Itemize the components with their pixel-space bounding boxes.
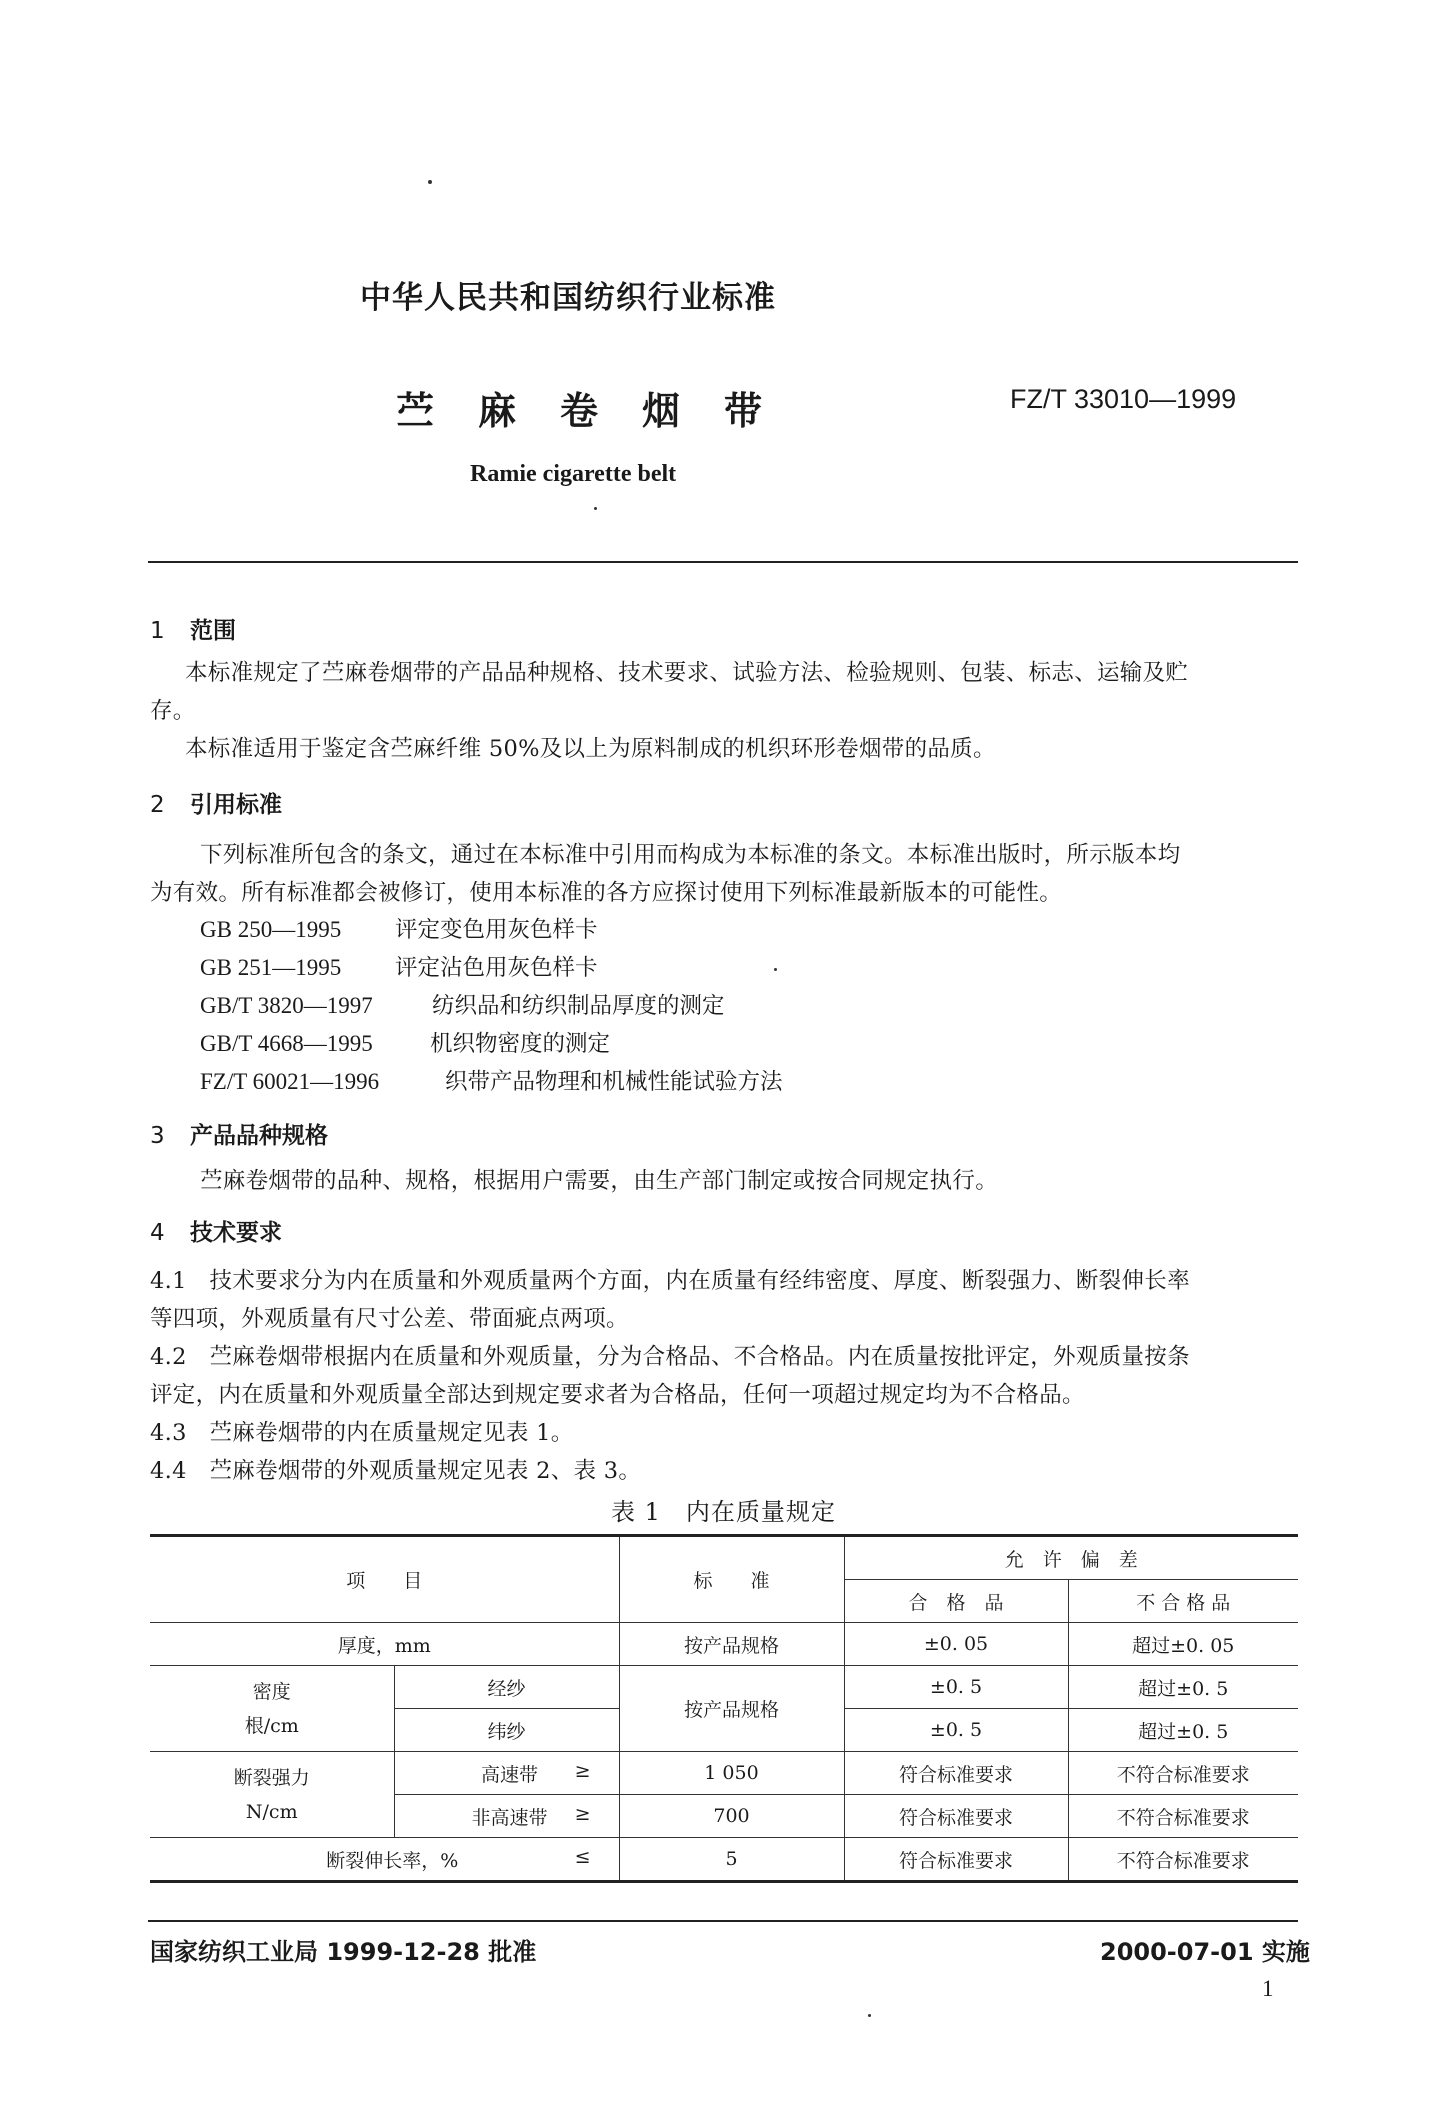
reference-item: FZ/T 60021—1996 织带产品物理和机械性能试验方法 [200, 1069, 783, 1095]
cell: ±0. 05 [844, 1623, 1068, 1666]
scan-speck [774, 968, 777, 971]
cell: 按产品规格 [619, 1623, 844, 1666]
reference-item: GB 251—1995 评定沾色用灰色样卡 [200, 955, 598, 981]
header-rule [148, 561, 1298, 563]
reference-item: GB/T 3820—1997 纺织品和纺织制品厚度的测定 [200, 993, 725, 1019]
cell: 5 [619, 1838, 844, 1882]
section-3-heading: 3 产品品种规格 [150, 1123, 328, 1149]
scan-speck [594, 507, 597, 510]
clause-4-4: 4.4 苎麻卷烟带的外观质量规定见表 2、表 3。 [150, 1458, 642, 1484]
table-row [150, 1838, 1298, 1882]
table-row [150, 1666, 1298, 1709]
clause-4-1: 4.1 技术要求分为内在质量和外观质量两个方面，内在质量有经纬密度、厚度、断裂强力、断裂伸长率 [150, 1268, 1190, 1294]
row-label: 密度 根/cm [150, 1666, 394, 1752]
header-standard: 标 准 [619, 1536, 844, 1623]
table-row [150, 1623, 1298, 1666]
reference-item: GB 250—1995 评定变色用灰色样卡 [200, 917, 598, 943]
cell: 不符合标准要求 [1068, 1795, 1298, 1838]
effective-date: 2000-07-01 实施 [1100, 1938, 1310, 1966]
paragraph: 本标准适用于鉴定含苎麻纤维 50%及以上为原料制成的机织环形卷烟带的品质。 [185, 736, 996, 762]
clause-4-2-cont: 评定，内在质量和外观质量全部达到规定要求者为合格品，任何一项超过规定均为不合格品。 [150, 1382, 1085, 1408]
clause-4-3: 4.3 苎麻卷烟带的内在质量规定见表 1。 [150, 1420, 574, 1446]
paragraph: 苎麻卷烟带的品种、规格，根据用户需要，由生产部门制定或按合同规定执行。 [200, 1168, 999, 1194]
row-label: 厚度，mm [150, 1623, 619, 1666]
paragraph: 本标准规定了苎麻卷烟带的产品品种规格、技术要求、试验方法、检验规则、包装、标志、运输及贮 [185, 660, 1189, 686]
cell: 超过±0. 05 [1068, 1623, 1298, 1666]
reference-item: GB/T 4668—1995 机织物密度的测定 [200, 1031, 611, 1057]
paragraph: 为有效。所有标准都会被修订，使用本标准的各方应探讨使用下列标准最新版本的可能性。 [150, 880, 1063, 906]
cell: 符合标准要求 [844, 1838, 1068, 1882]
cell: 超过±0. 5 [1068, 1666, 1298, 1709]
page-number: 1 [1262, 1976, 1274, 2001]
section-2-heading: 2 引用标准 [150, 792, 282, 818]
cell: ±0. 5 [844, 1666, 1068, 1709]
sub-label: 非高速带 ≥ [394, 1795, 619, 1838]
table-header-row [150, 1536, 1298, 1580]
sub-label: 经纱 [394, 1666, 619, 1709]
document-title: 苎麻卷烟带 [396, 389, 807, 433]
sub-label: 纬纱 [394, 1709, 619, 1752]
cell: 超过±0. 5 [1068, 1709, 1298, 1752]
header-item: 项 目 [150, 1536, 619, 1623]
table-caption: 表 1 内在质量规定 [611, 1498, 836, 1526]
cell: 不符合标准要求 [1068, 1752, 1298, 1795]
cell: 符合标准要求 [844, 1752, 1068, 1795]
scan-speck [428, 180, 432, 184]
paragraph: 下列标准所包含的条文，通过在本标准中引用而构成为本标准的条文。本标准出版时，所示版本均 [200, 842, 1181, 868]
cell: 不符合标准要求 [1068, 1838, 1298, 1882]
paragraph: 存。 [150, 698, 196, 724]
row-label: 断裂伸长率，% ≤ [150, 1838, 619, 1882]
cell: 按产品规格 [619, 1666, 844, 1752]
cell: 符合标准要求 [844, 1795, 1068, 1838]
clause-4-2: 4.2 苎麻卷烟带根据内在质量和外观质量，分为合格品、不合格品。内在质量按批评定，外观质量按条 [150, 1344, 1190, 1370]
cell: 700 [619, 1795, 844, 1838]
standard-number: FZ/T 33010—1999 [1010, 384, 1237, 414]
table-row [150, 1752, 1298, 1795]
english-title: Ramie cigarette belt [470, 461, 677, 487]
header-pass: 合 格 品 [844, 1580, 1068, 1623]
sub-label: 高速带 ≥ [394, 1752, 619, 1795]
scan-speck [868, 2014, 871, 2017]
clause-4-1-cont: 等四项，外观质量有尺寸公差、带面疵点两项。 [150, 1306, 629, 1332]
header-fail: 不 合 格 品 [1068, 1580, 1298, 1623]
approval-note: 国家纺织工业局 1999-12-28 批准 [150, 1938, 537, 1966]
cell: 1 050 [619, 1752, 844, 1795]
intrinsic-quality-table [150, 1534, 1298, 1883]
section-4-heading: 4 技术要求 [150, 1220, 282, 1246]
section-1-heading: 1 范围 [150, 618, 236, 644]
row-label: 断裂强力 N/cm [150, 1752, 394, 1838]
cell: ±0. 5 [844, 1709, 1068, 1752]
footer-rule [148, 1920, 1298, 1922]
header-tolerance: 允 许 偏 差 [844, 1536, 1298, 1580]
issuing-organization: 中华人民共和国纺织行业标准 [360, 280, 776, 316]
